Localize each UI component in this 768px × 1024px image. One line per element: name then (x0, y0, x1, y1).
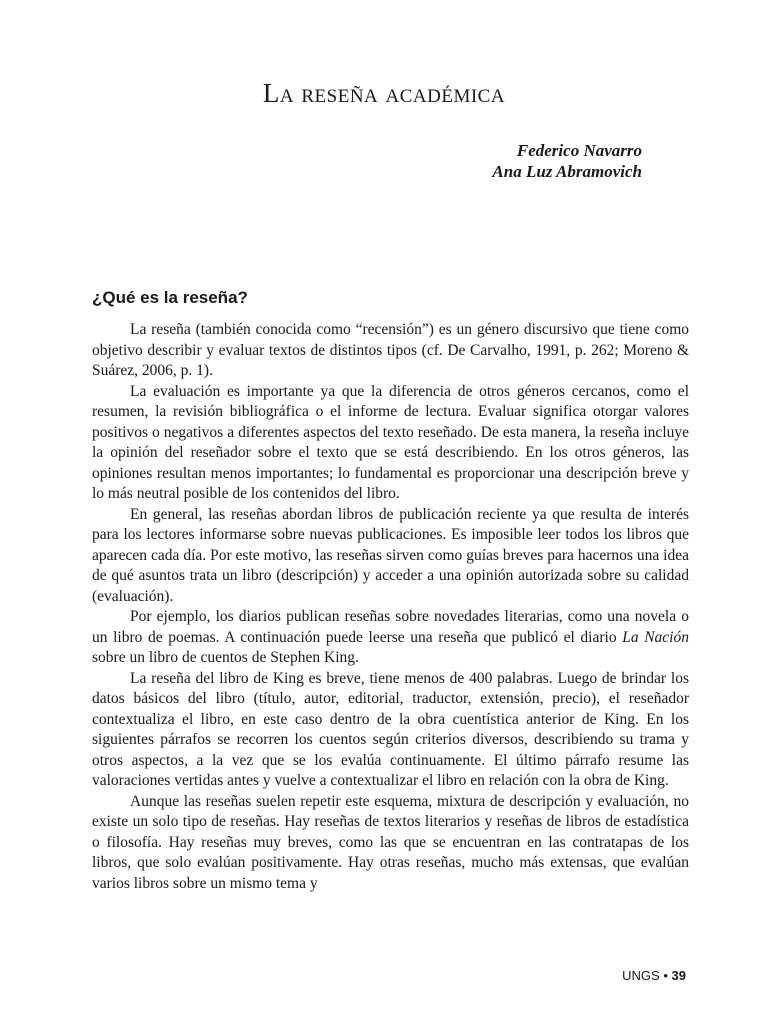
paragraph (92, 607, 689, 669)
page-footer (622, 968, 686, 983)
bullet-separator: • (663, 968, 668, 983)
authors-block (492, 140, 642, 182)
paragraph: La reseña (también conocida como “recensión”) es un género discursivo que tiene como objetivo describir y evaluar textos de distintos tipos (cf. De Carvalho, 1991, p. 262; Moreno & Suárez, 2006, p. 1). (92, 321, 689, 379)
paragraph: La evaluación es importante ya que la diferencia de otros géneros cercanos, como el resumen, la revisión bibliográfica o el informe de lectura. Evaluar significa otorgar valores positivos o negativos a diferentes aspectos del texto reseñado. De esta manera, la reseña incluye la opinión del reseñador sobre el texto que se está describiendo. En los otros géneros, las opiniones resultan menos importantes; lo fundamental es proporcionar una descripción breve y lo más neutral posible de los contenidos del libro. (92, 382, 689, 502)
section-heading: ¿Qué es la reseña? (92, 288, 248, 307)
page-title: La reseña académica (262, 78, 506, 108)
paragraph: Aunque las reseñas suelen repetir este esquema, mixtura de descripción y evaluación, no existe un solo tipo de reseñas. Hay reseñas de textos literarios y reseñas de libros de estadística o filosofía. Hay reseñas muy breves, como las que se encuentran en las contratapas de los libros, que solo evalúan positivamente. Hay otras reseñas, mucho más extensas, que evalúan varios libros sobre un mismo tema y (92, 792, 689, 892)
paragraph: En general, las reseñas abordan libros de publicación reciente ya que resulta de interés para los lectores informarse sobre nuevas publicaciones. Es imposible leer todos los libros que aparecen cada día. Por este motivo, las reseñas sirven como guías breves para hacernos una idea de qué asuntos trata un libro (descripción) y acceder a una opinión autorizada sobre su calidad (evaluación). (92, 505, 689, 605)
author-name: Federico Navarro (516, 141, 642, 160)
author-name: Ana Luz Abramovich (492, 162, 642, 181)
paragraph-text: sobre un libro de cuentos de Stephen King. (92, 649, 359, 666)
page-number: 39 (671, 968, 686, 983)
newspaper-name: La Nación (622, 628, 689, 646)
paragraph: La reseña del libro de King es breve, tiene menos de 400 palabras. Luego de brindar los datos básicos del libro (título, autor, editorial, traductor, extensión, precio), el reseñador contextualiza el libro, en este caso dentro de la obra cuentística anterior de King. En los siguientes párrafos se recorren los cuentos según criterios diversos, describiendo su trama y otros aspectos, a la vez que se los evalúa continuamente. El último párrafo resume las valoraciones vertidas antes y vuelve a contextualizar el libro en relación con la obra de King. (92, 669, 689, 789)
body-text (92, 320, 689, 894)
publisher-name: UNGS (622, 968, 660, 983)
paragraph-text: Por ejemplo, los diarios publican reseñas sobre novedades literarias, como una novela o un libro de poemas. A continuación puede leerse una reseña que publicó el diario (92, 608, 689, 646)
